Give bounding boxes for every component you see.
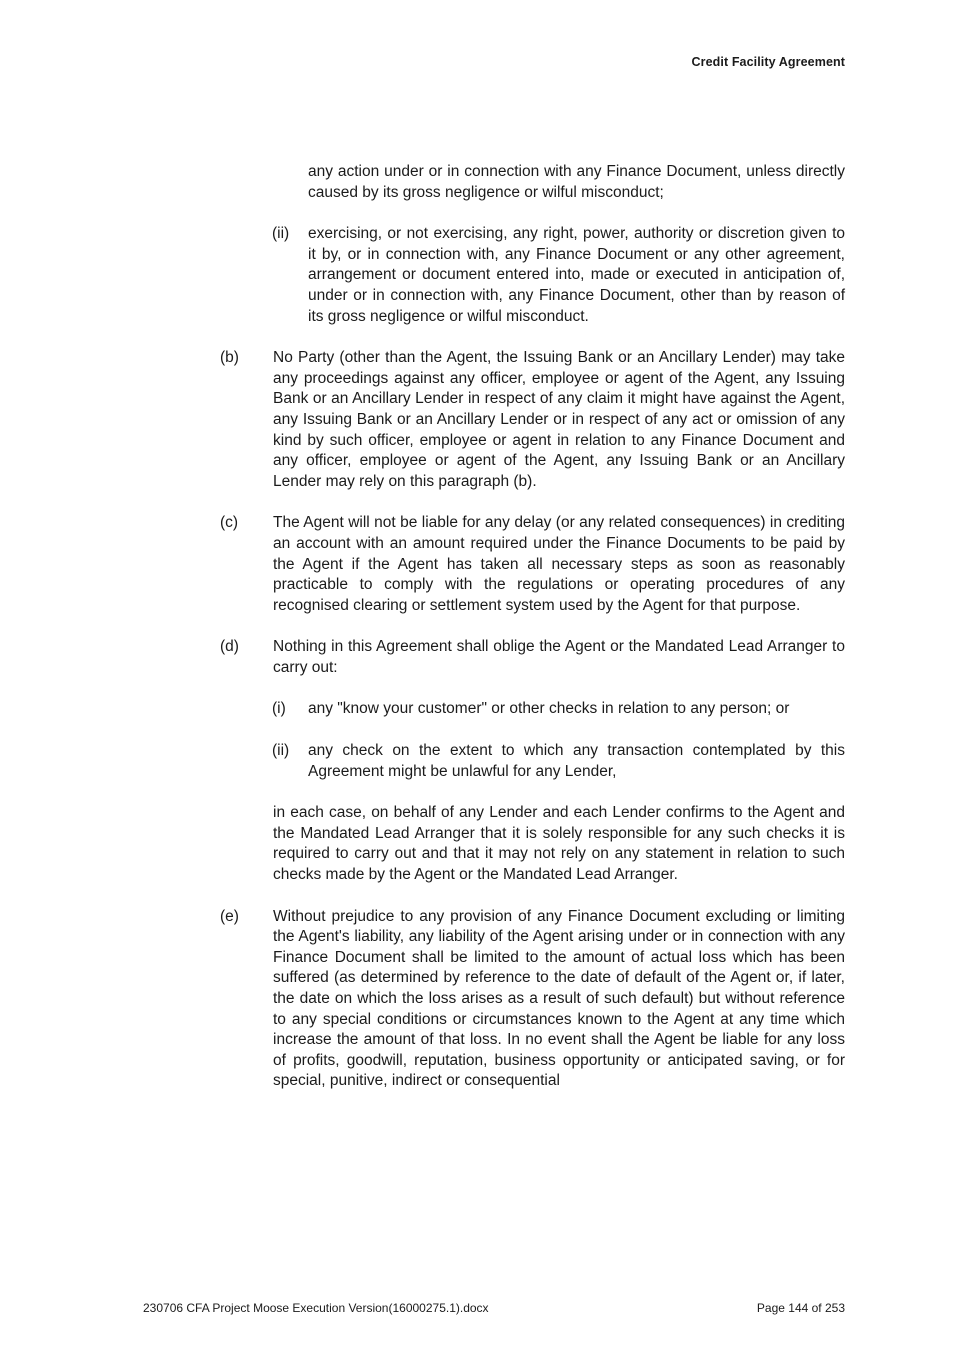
paragraph-label: (ii) bbox=[272, 742, 290, 760]
paragraph-text: The Agent will not be liable for any delay (or any related consequences) in crediting an account with an amount required under the Finance Documents to be paid by the Agent if the Agent has taken all necessary steps as soon as reasonably practicable to comply with the regulations or operating procedures of any recognised clearing or settlement system used by the Agent for that purpose. bbox=[273, 514, 845, 614]
paragraph-continuation-top bbox=[272, 162, 845, 203]
paragraph-e bbox=[220, 907, 845, 1092]
paragraph-text: Nothing in this Agreement shall oblige the Agent or the Mandated Lead Arranger to carry out: bbox=[273, 638, 845, 676]
paragraph-label: (c) bbox=[220, 514, 239, 532]
paragraph-d-closing bbox=[220, 803, 845, 885]
paragraph-text: any check on the extent to which any transaction contemplated by this Agreement might be unlawful for any Lender, bbox=[308, 742, 845, 780]
page-footer bbox=[143, 1301, 845, 1315]
footer-page-number: Page 144 of 253 bbox=[756, 1301, 845, 1315]
footer-filename: 230706 CFA Project Moose Execution Version(16000275.1).docx bbox=[143, 1301, 489, 1315]
paragraph-text: any "know your customer" or other checks in relation to any person; or bbox=[308, 700, 790, 718]
paragraph-text: in each case, on behalf of any Lender and each Lender confirms to the Agent and the Mandated Lead Arranger that it is solely responsible for any such checks it is required to carry out and that it may not rely on any statement in relation to such checks made by the Agent or the Mandated Lead Arranger. bbox=[273, 804, 845, 884]
paragraph-c bbox=[220, 513, 845, 616]
paragraph-ii bbox=[272, 224, 845, 327]
paragraph-label: (e) bbox=[220, 907, 239, 925]
paragraph-text: Without prejudice to any provision of any Finance Document excluding or limiting the Agent's liability, any liability of the Agent arising under or in connection with any Finance Document shall be limited to the amount of actual loss which has been suffered (as determined by reference to the date of default of the Agent or, if later, the date on which the loss arises as a result of such default) but without reference to any special conditions or circumstances known to the Agent at any time which increase the amount of that loss. In no event shall the Agent be liable for any loss of profits, goodwill, reputation, business opportunity or anticipated saving, or for special, punitive, indirect or consequential bbox=[273, 907, 845, 1090]
document-body bbox=[220, 162, 845, 1113]
paragraph-label: (i) bbox=[272, 700, 286, 718]
paragraph-text: exercising, or not exercising, any right, power, authority or discretion given to it by, or in connection with, any Finance Document or any other agreement, arrangement or document entered into, made or executed in anticipation of, under or in connection with, any Finance Document, other than by reason of its gross negligence or wilful misconduct. bbox=[308, 225, 845, 325]
paragraph-text: any action under or in connection with any Finance Document, unless directly caused by its gross negligence or wilful misconduct; bbox=[308, 163, 845, 201]
paragraph-label: (ii) bbox=[272, 225, 290, 243]
paragraph-text: No Party (other than the Agent, the Issuing Bank or an Ancillary Lender) may take any proceedings against any officer, employee or agent of the Agent, any Issuing Bank or an Ancillary Lender in respect of any claim it might have against the Agent, any Issuing Bank or an Ancillary Lender or in respect of any act or omission of any kind by such officer, employee or agent in relation to any Finance Document and any officer, employee or agent of the Agent, any Issuing Bank or an Ancillary Lender may rely on this paragraph (b). bbox=[273, 349, 845, 490]
paragraph-d-ii bbox=[272, 741, 845, 782]
paragraph-b bbox=[220, 348, 845, 492]
page-header-title: Credit Facility Agreement bbox=[691, 55, 845, 69]
paragraph-label: (d) bbox=[220, 638, 239, 656]
paragraph-d-i bbox=[272, 699, 845, 720]
paragraph-d bbox=[220, 637, 845, 678]
paragraph-label: (b) bbox=[220, 349, 239, 367]
